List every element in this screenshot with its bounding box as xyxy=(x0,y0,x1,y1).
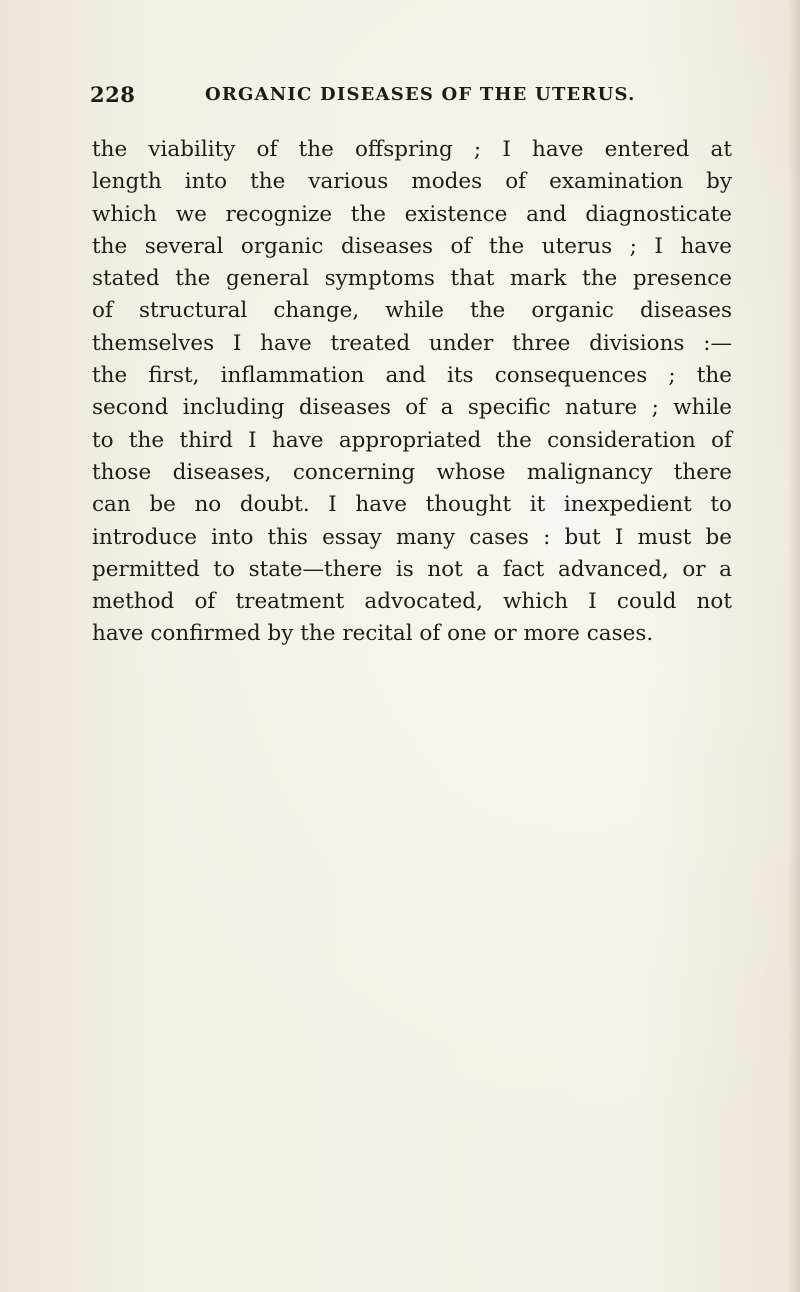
body-paragraph xyxy=(92,134,732,651)
text-line: length into the various modes of examination by xyxy=(92,169,732,195)
running-head xyxy=(90,82,750,112)
text-line: second including diseases of a specific nature ; while xyxy=(92,395,732,421)
text-line: themselves I have treated under three divisions :— xyxy=(92,330,732,356)
text-line: the several organic diseases of the uterus ; I have xyxy=(92,233,732,259)
text-line: can be no doubt. I have thought it inexpedient to xyxy=(92,492,732,518)
text-line: to the third I have appropriated the consideration of xyxy=(92,427,732,453)
page-number: 228 xyxy=(90,82,136,107)
text-line: the viability of the offspring ; I have entered at xyxy=(92,137,732,162)
text-line: which we recognize the existence and diagnosticate xyxy=(92,201,732,227)
text-line: of structural change, while the organic diseases xyxy=(92,298,732,324)
text-line: stated the general symptoms that mark the presence xyxy=(92,266,732,292)
page-edge-shadow xyxy=(788,0,800,1292)
text-line: have confirmed by the recital of one or more cases. xyxy=(92,621,654,647)
running-title: ORGANIC DISEASES OF THE UTERUS. xyxy=(205,84,636,105)
text-line: those diseases, concerning whose malignancy there xyxy=(92,459,732,485)
text-line: method of treatment advocated, which I could not xyxy=(92,589,732,615)
text-line: the first, inflammation and its consequences ; the xyxy=(92,363,732,389)
text-line: introduce into this essay many cases : but I must be xyxy=(92,524,732,550)
text-line: permitted to state—there is not a fact advanced, or a xyxy=(92,556,732,582)
